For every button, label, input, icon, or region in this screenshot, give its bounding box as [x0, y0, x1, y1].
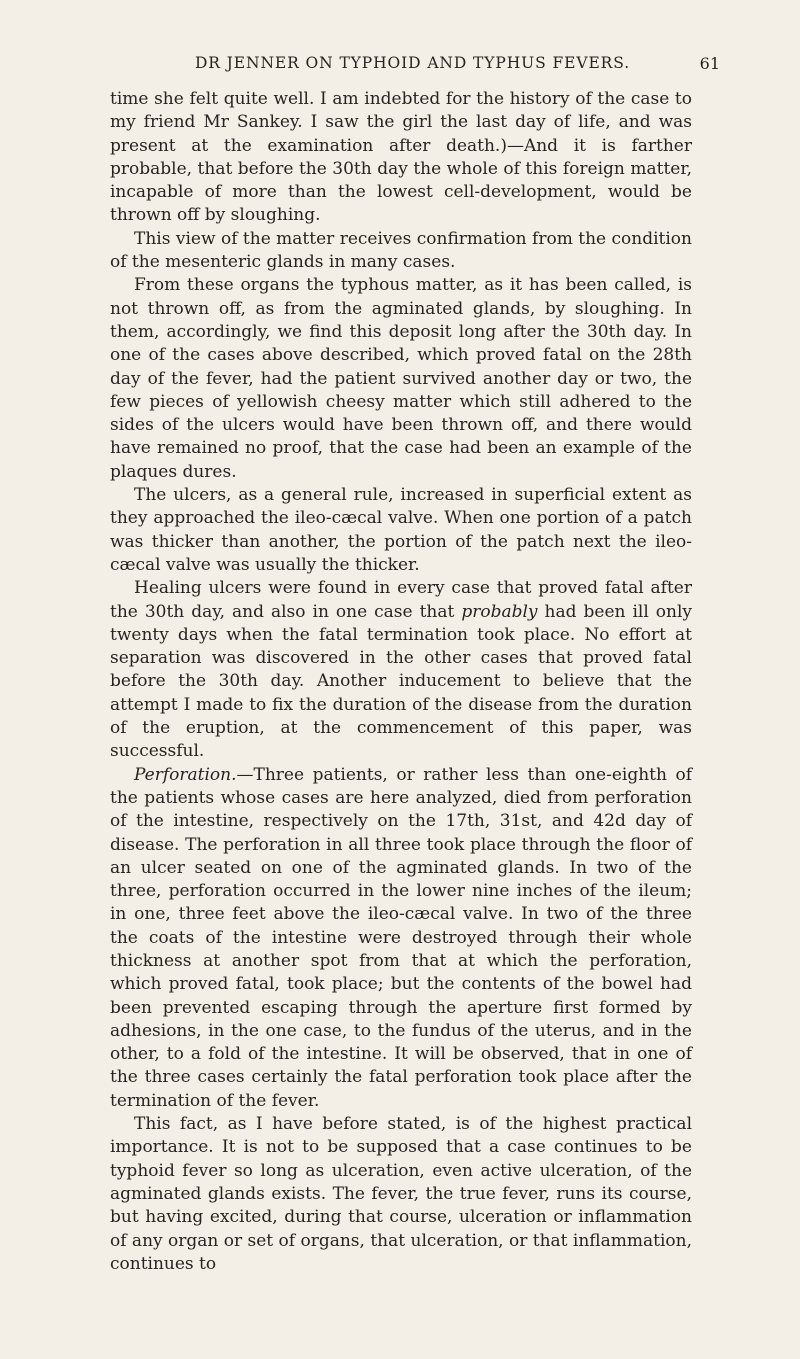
paragraph-perforation	[110, 764, 692, 1113]
paragraph-healing-ulcers	[110, 577, 692, 763]
paragraph-practical-importance: This fact, as I have before stated, is of the highest practical importance. It is not to be supposed that a case continues to be typhoid fever so long as ulceration, even active ulceration, of the agminated glands exists. The fever, the true fever, runs its course, but having excited, during that course, ulceration or inflammation of any organ or set of organs, that ulceration, or that inflammation, continues to	[110, 1114, 692, 1274]
running-head: DR JENNER ON TYPHOID AND TYPHUS FEVERS.	[194, 54, 631, 72]
paragraph-continuation: time she felt quite well. I am indebted for the history of the case to my friend Mr Sankey. I saw the girl the last day of life, and was present at the examination after death.)—And it is farther probable, that before the 30th day the whole of this foreign matter, incapable of more than the lowest cell-development, would be thrown off by sloughing.	[110, 89, 692, 226]
paragraph-typhous-matter: From these organs the typhous matter, as it has been called, is not thrown off, as from the agminated glands, by sloughing. In them, accordingly, we find this deposit long after the 30th day. In one of the cases above described, which proved fatal on the 28th day of the fever, had the patient survived another day or two, the few pieces of yellowish cheesy matter which still adhered to the sides of the ulcers would have been thrown off, and there would have remained no proof, that the case had been an example of the plaques dures.	[110, 275, 692, 482]
healing-text-end: had been ill only twenty days when the fatal termination took place. No effort at separation was discovered in the other cases that proved fatal before the 30th day. Another inducement to believe that the attempt I made to fix the duration of the disease from the duration of the eruption, at the commencement of this paper, was successful.	[110, 601, 692, 762]
perforation-text: —Three patients, or rather less than one-eighth of the patients whose cases are here analyzed, died from perforation of the intestine, respectively on the 17th, 31st, and 42d day of disease. The perforation in all three took place through the floor of an ulcer seated on one of the agminated glands. In two of the three, perforation occurred in the lower nine inches of the ileum; in one, three feet above the ileo-cæcal valve. In two of the three the coats of the intestine were destroyed through their whole thickness at another spot from that at which the perforation, which proved fatal, took place; but the contents of the bowel had been prevented escaping through the aperture first formed by adhesions, in the one case, to the fundus of the uterus, and in the other, to a fold of the intestine. It will be observed, that in one of the three cases certainly the fatal perforation took place after the termination of the fever.	[110, 764, 692, 1111]
emphasis-probably: probably	[461, 601, 538, 622]
section-lead-perforation: Perforation.	[134, 764, 237, 785]
page-header	[155, 54, 720, 74]
page-number: 61	[699, 54, 720, 73]
paragraph-ulcers: The ulcers, as a general rule, increased in superficial extent as they approached the ileo-cæcal valve. When one portion of a patch was thicker than another, the portion of the patch next the ileo-cæcal valve was usually the thicker.	[110, 485, 692, 575]
paragraph-mesenteric: This view of the matter receives confirmation from the condition of the mesenteric glands in many cases.	[110, 228, 692, 273]
healing-text-start: Healing ulcers were found in every case that proved fatal after the 30th day, and also in one case that	[110, 578, 692, 622]
body-text	[110, 88, 692, 1276]
